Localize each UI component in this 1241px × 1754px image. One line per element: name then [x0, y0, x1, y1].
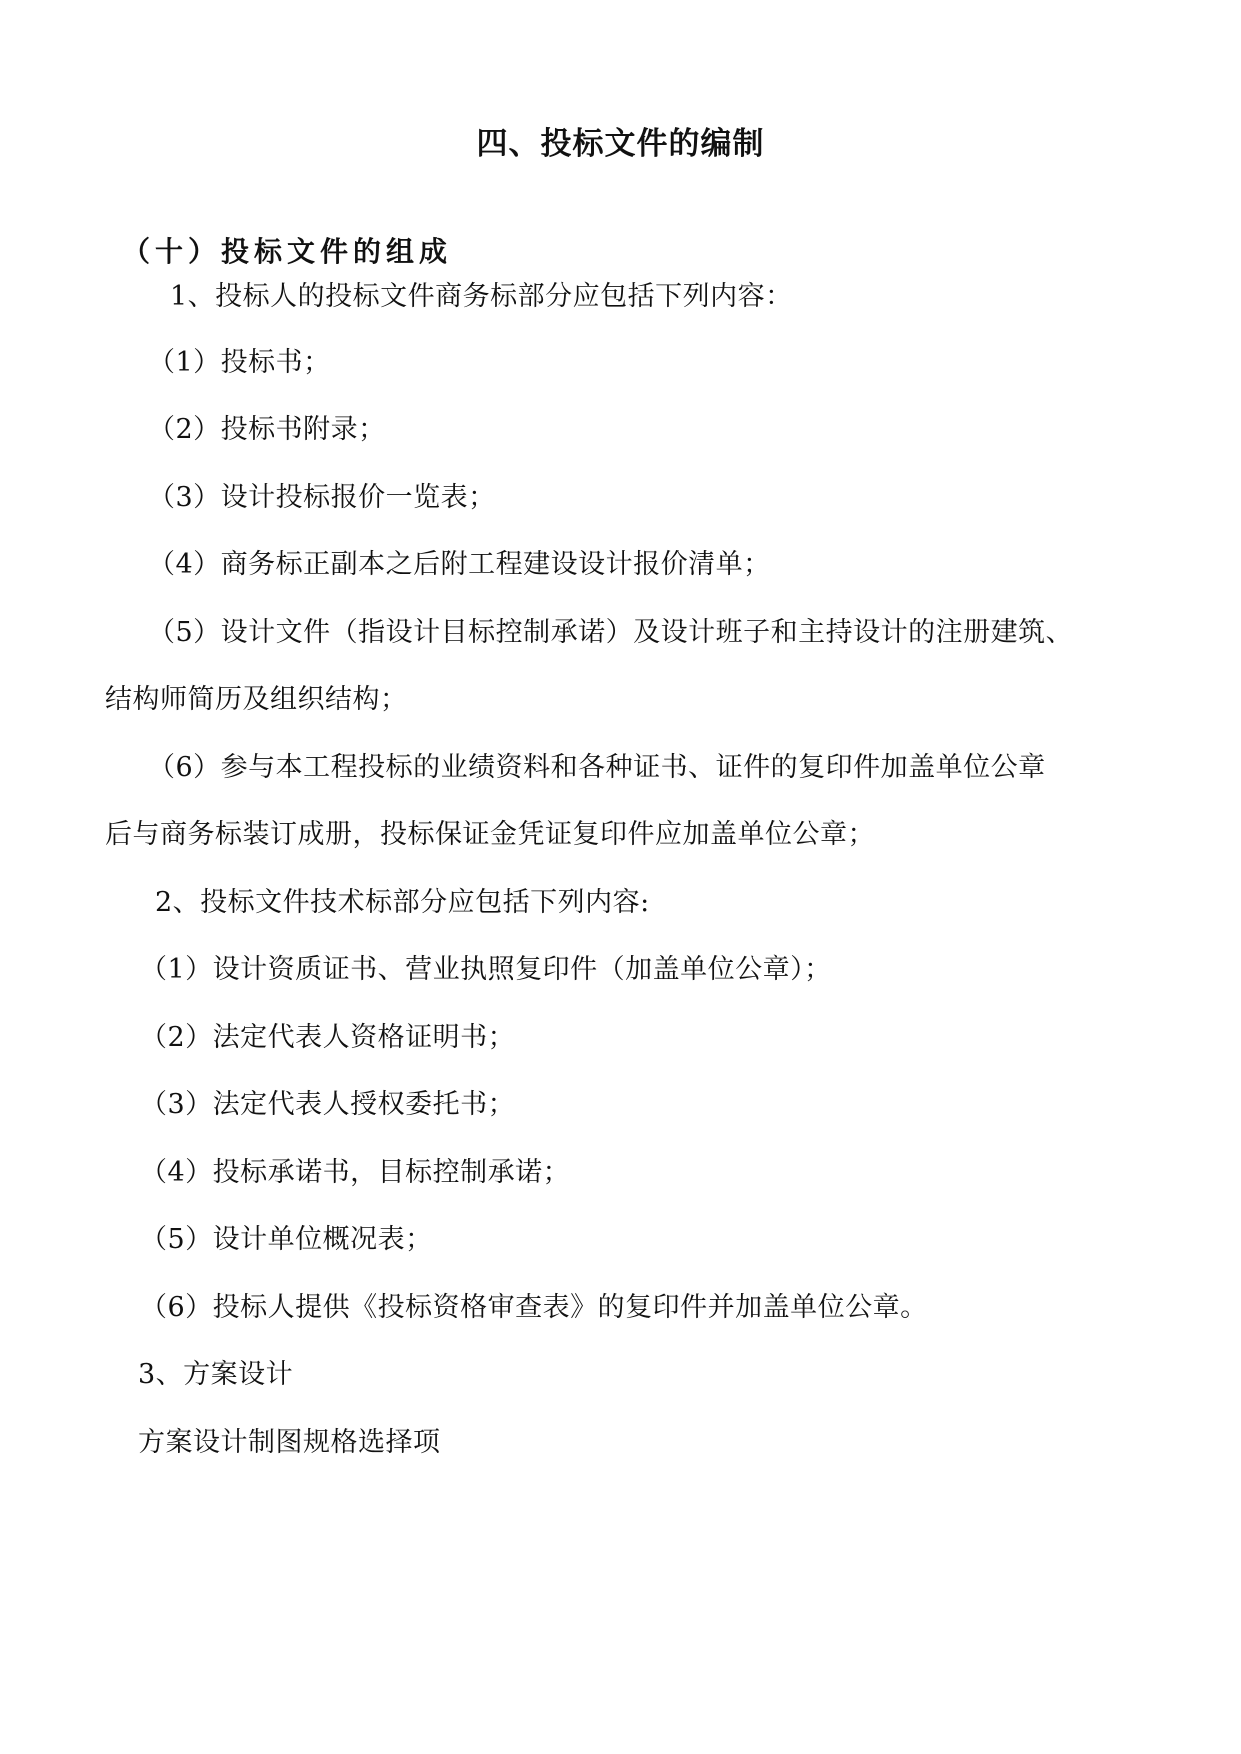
- technical-item-6: （6）投标人提供《投标资格审查表》的复印件并加盖单位公章。: [140, 1292, 928, 1323]
- business-item-5-continued: 结构师简历及组织结构；: [105, 684, 408, 715]
- technical-intro: 2、投标文件技术标部分应包括下列内容:: [155, 887, 650, 918]
- technical-item-2: （2）法定代表人资格证明书；: [140, 1022, 516, 1053]
- technical-item-5: （5）设计单位概况表；: [140, 1224, 433, 1255]
- business-item-4: （4）商务标正副本之后附工程建设设计报价清单；: [148, 549, 771, 580]
- scheme-subheading: 方案设计制图规格选择项: [138, 1427, 441, 1458]
- scheme-heading: 3、方案设计: [138, 1359, 294, 1390]
- business-item-5: （5）设计文件（指设计目标控制承诺）及设计班子和主持设计的注册建筑、: [148, 617, 1074, 648]
- technical-item-3: （3）法定代表人授权委托书；: [140, 1089, 516, 1120]
- business-item-2: （2）投标书附录；: [148, 414, 386, 445]
- technical-item-4: （4）投标承诺书，目标控制承诺；: [140, 1157, 571, 1188]
- technical-item-1: （1）设计资质证书、营业执照复印件（加盖单位公章）；: [140, 954, 832, 985]
- business-item-6: （6）参与本工程投标的业绩资料和各种证书、证件的复印件加盖单位公章: [148, 752, 1046, 783]
- business-item-6-continued: 后与商务标装订成册，投标保证金凭证复印件应加盖单位公章；: [105, 819, 875, 850]
- business-item-1: （1）投标书；: [148, 347, 331, 378]
- document-title: 四、投标文件的编制: [476, 126, 765, 162]
- business-item-3: （3）设计投标报价一览表；: [148, 482, 496, 513]
- business-intro: 1、投标人的投标文件商务标部分应包括下列内容：: [170, 281, 793, 312]
- section-heading: （十）投标文件的组成: [122, 235, 453, 268]
